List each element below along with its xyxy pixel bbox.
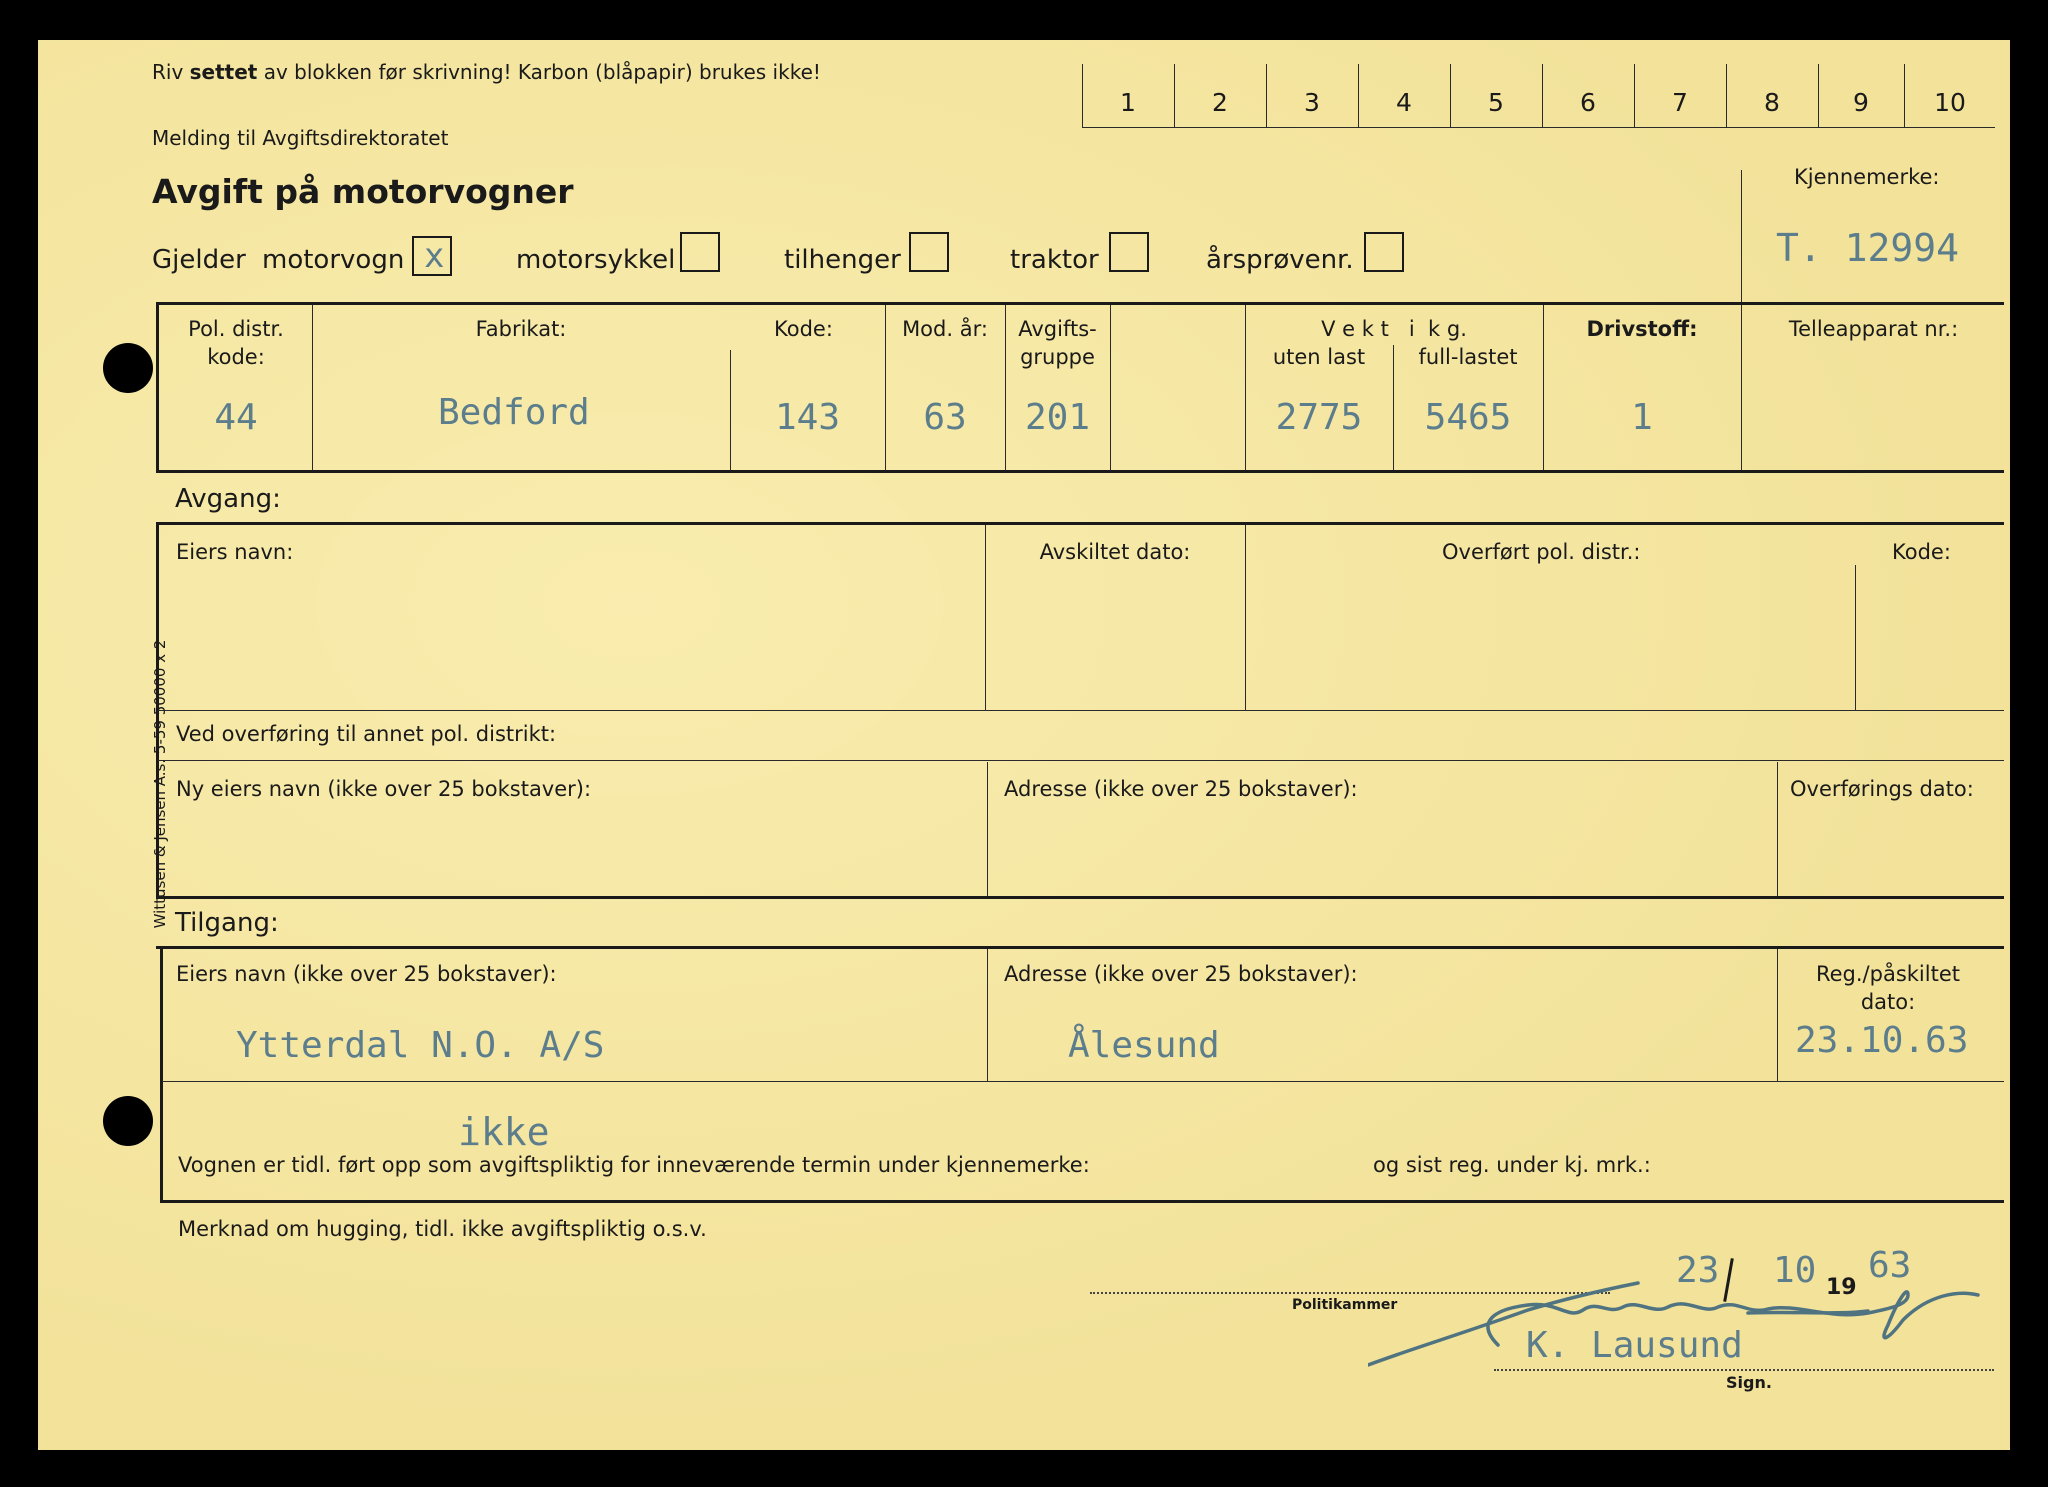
ved-overforing-label: Ved overføring til annet pol. distrikt: — [176, 722, 557, 746]
page-title: Avgift på motorvogner — [152, 172, 574, 211]
number-strip-cell: 9 — [1853, 88, 1869, 117]
vehicle-table-top — [156, 302, 2004, 305]
punch-hole-top — [103, 343, 153, 393]
drivstoff-label: Drivstoff: — [1586, 317, 1698, 341]
fabrikat-value: Bedford — [438, 392, 590, 433]
drivstoff-value: 1 — [1631, 397, 1653, 438]
date-century: 19 — [1826, 1275, 1857, 1300]
vehicle-type-prefix: Gjelder — [152, 245, 246, 275]
reg-label-2: dato: — [1860, 990, 1916, 1014]
avskiltet-dato-label: Avskiltet dato: — [1039, 540, 1191, 564]
vehicle-type-label-arsprovenr: årsprøvenr. — [1206, 245, 1354, 275]
overfort-label: Overført pol. distr.: — [1442, 540, 1641, 564]
registration-card — [38, 40, 2010, 1450]
number-strip-cell: 3 — [1304, 88, 1320, 117]
signature-name: K. Lausund — [1526, 1325, 1743, 1366]
number-strip-baseline — [1082, 127, 1995, 128]
kjennemerke-value: T. 12994 — [1776, 226, 1960, 270]
ikke-note: ikke — [458, 1110, 550, 1154]
date-year: 63 — [1868, 1245, 1912, 1286]
tidl-text: Vognen er tidl. ført opp som avgiftspliktig for inneværende termin under kjennemerke: — [178, 1153, 1090, 1177]
full-lastet-label: full-lastet — [1418, 345, 1518, 369]
full-lastet-value: 5465 — [1424, 397, 1512, 438]
overforings-dato-label: Overførings dato: — [1790, 777, 1974, 801]
number-strip-cell: 7 — [1672, 88, 1688, 117]
tilgang-eiers-navn-label: Eiers navn (ikke over 25 bokstaver): — [176, 962, 557, 986]
fabrikat-label: Fabrikat: — [475, 317, 567, 341]
telleapparat-label: Telleapparat nr.: — [1788, 317, 1959, 341]
kode-value: 143 — [774, 397, 841, 438]
vekt-label: V e k t i k g. — [1321, 317, 1467, 341]
kjennemerke-label: Kjennemerke: — [1794, 165, 1940, 189]
avgang-adresse-label: Adresse (ikke over 25 bokstaver): — [1004, 777, 1358, 801]
sist-reg-text: og sist reg. under kj. mrk.: — [1373, 1153, 1651, 1177]
avgiftsgruppe-label-1: Avgifts- — [1018, 317, 1097, 341]
avgiftsgruppe-label-2: gruppe — [1020, 345, 1095, 369]
punch-hole-bottom — [103, 1096, 153, 1146]
uten-last-label: uten last — [1272, 345, 1366, 369]
vehicle-table-bottom — [156, 470, 2004, 473]
vehicle-type-label-motorsykkel: motorsykkel — [516, 245, 676, 275]
tilgang-heading: Tilgang: — [175, 908, 279, 938]
avgiftsgruppe-value: 201 — [1024, 397, 1091, 438]
tilgang-adresse-label: Adresse (ikke over 25 bokstaver): — [1004, 962, 1358, 986]
kode-label: Kode: — [774, 317, 833, 341]
sign-label: Sign. — [1726, 1373, 1772, 1392]
date-month: 10 — [1773, 1250, 1817, 1291]
vehicle-type-label-motorvogn: motorvogn — [262, 245, 405, 275]
number-strip-cell: 5 — [1488, 88, 1504, 117]
pol-distr-value: 44 — [214, 397, 258, 438]
number-strip-cell: 8 — [1764, 88, 1780, 117]
ny-eiers-navn-label: Ny eiers navn (ikke over 25 bokstaver): — [176, 777, 592, 801]
checkbox-tilhenger[interactable] — [909, 232, 949, 272]
mod-ar-value: 63 — [923, 397, 967, 438]
avgang-heading: Avgang: — [175, 484, 281, 514]
number-strip-cell: 1 — [1120, 88, 1136, 117]
number-strip-cell: 2 — [1212, 88, 1228, 117]
vehicle-type-label-traktor: traktor — [1010, 245, 1099, 275]
reg-value: 23.10.63 — [1795, 1020, 1969, 1061]
vehicle-table-left — [156, 302, 159, 473]
sign-line — [1494, 1369, 1994, 1371]
merknad-label: Merknad om hugging, tidl. ikke avgiftspliktig o.s.v. — [178, 1217, 707, 1241]
pol-distr-label-2: kode: — [207, 345, 265, 369]
number-strip-cell: 6 — [1580, 88, 1596, 117]
avgang-kode-label: Kode: — [1892, 540, 1951, 564]
sender-line: Melding til Avgiftsdirektoratet — [152, 126, 449, 150]
checkbox-traktor[interactable] — [1109, 232, 1149, 272]
instruction-text: Riv settet av blokken før skrivning! Karbon (blåpapir) brukes ikke! — [152, 60, 821, 84]
vehicle-type-label-tilhenger: tilhenger — [784, 245, 901, 275]
side-print: Wittusen & Jensen A.s. 5-59 50000 x 2 — [151, 639, 169, 929]
tilgang-eiers-navn-value: Ytterdal N.O. A/S — [236, 1025, 605, 1066]
mod-ar-label: Mod. år: — [902, 317, 988, 341]
uten-last-value: 2775 — [1275, 397, 1363, 438]
checkbox-motorvogn[interactable] — [412, 236, 452, 276]
date-day: 23 — [1676, 1250, 1720, 1291]
checkbox-motorvogn-mark: x — [424, 236, 445, 276]
number-strip-cell: 10 — [1934, 88, 1966, 117]
politikammer-label: Politikammer — [1292, 1297, 1398, 1313]
pol-distr-label-1: Pol. distr. — [188, 317, 284, 341]
checkbox-motorsykkel[interactable] — [680, 232, 720, 272]
reg-label-1: Reg./påskiltet — [1815, 962, 1960, 986]
avgang-eiers-navn-label: Eiers navn: — [176, 540, 294, 564]
tilgang-adresse-value: Ålesund — [1068, 1025, 1220, 1066]
number-strip-cell: 4 — [1396, 88, 1412, 117]
checkbox-arsprovenr[interactable] — [1364, 232, 1404, 272]
